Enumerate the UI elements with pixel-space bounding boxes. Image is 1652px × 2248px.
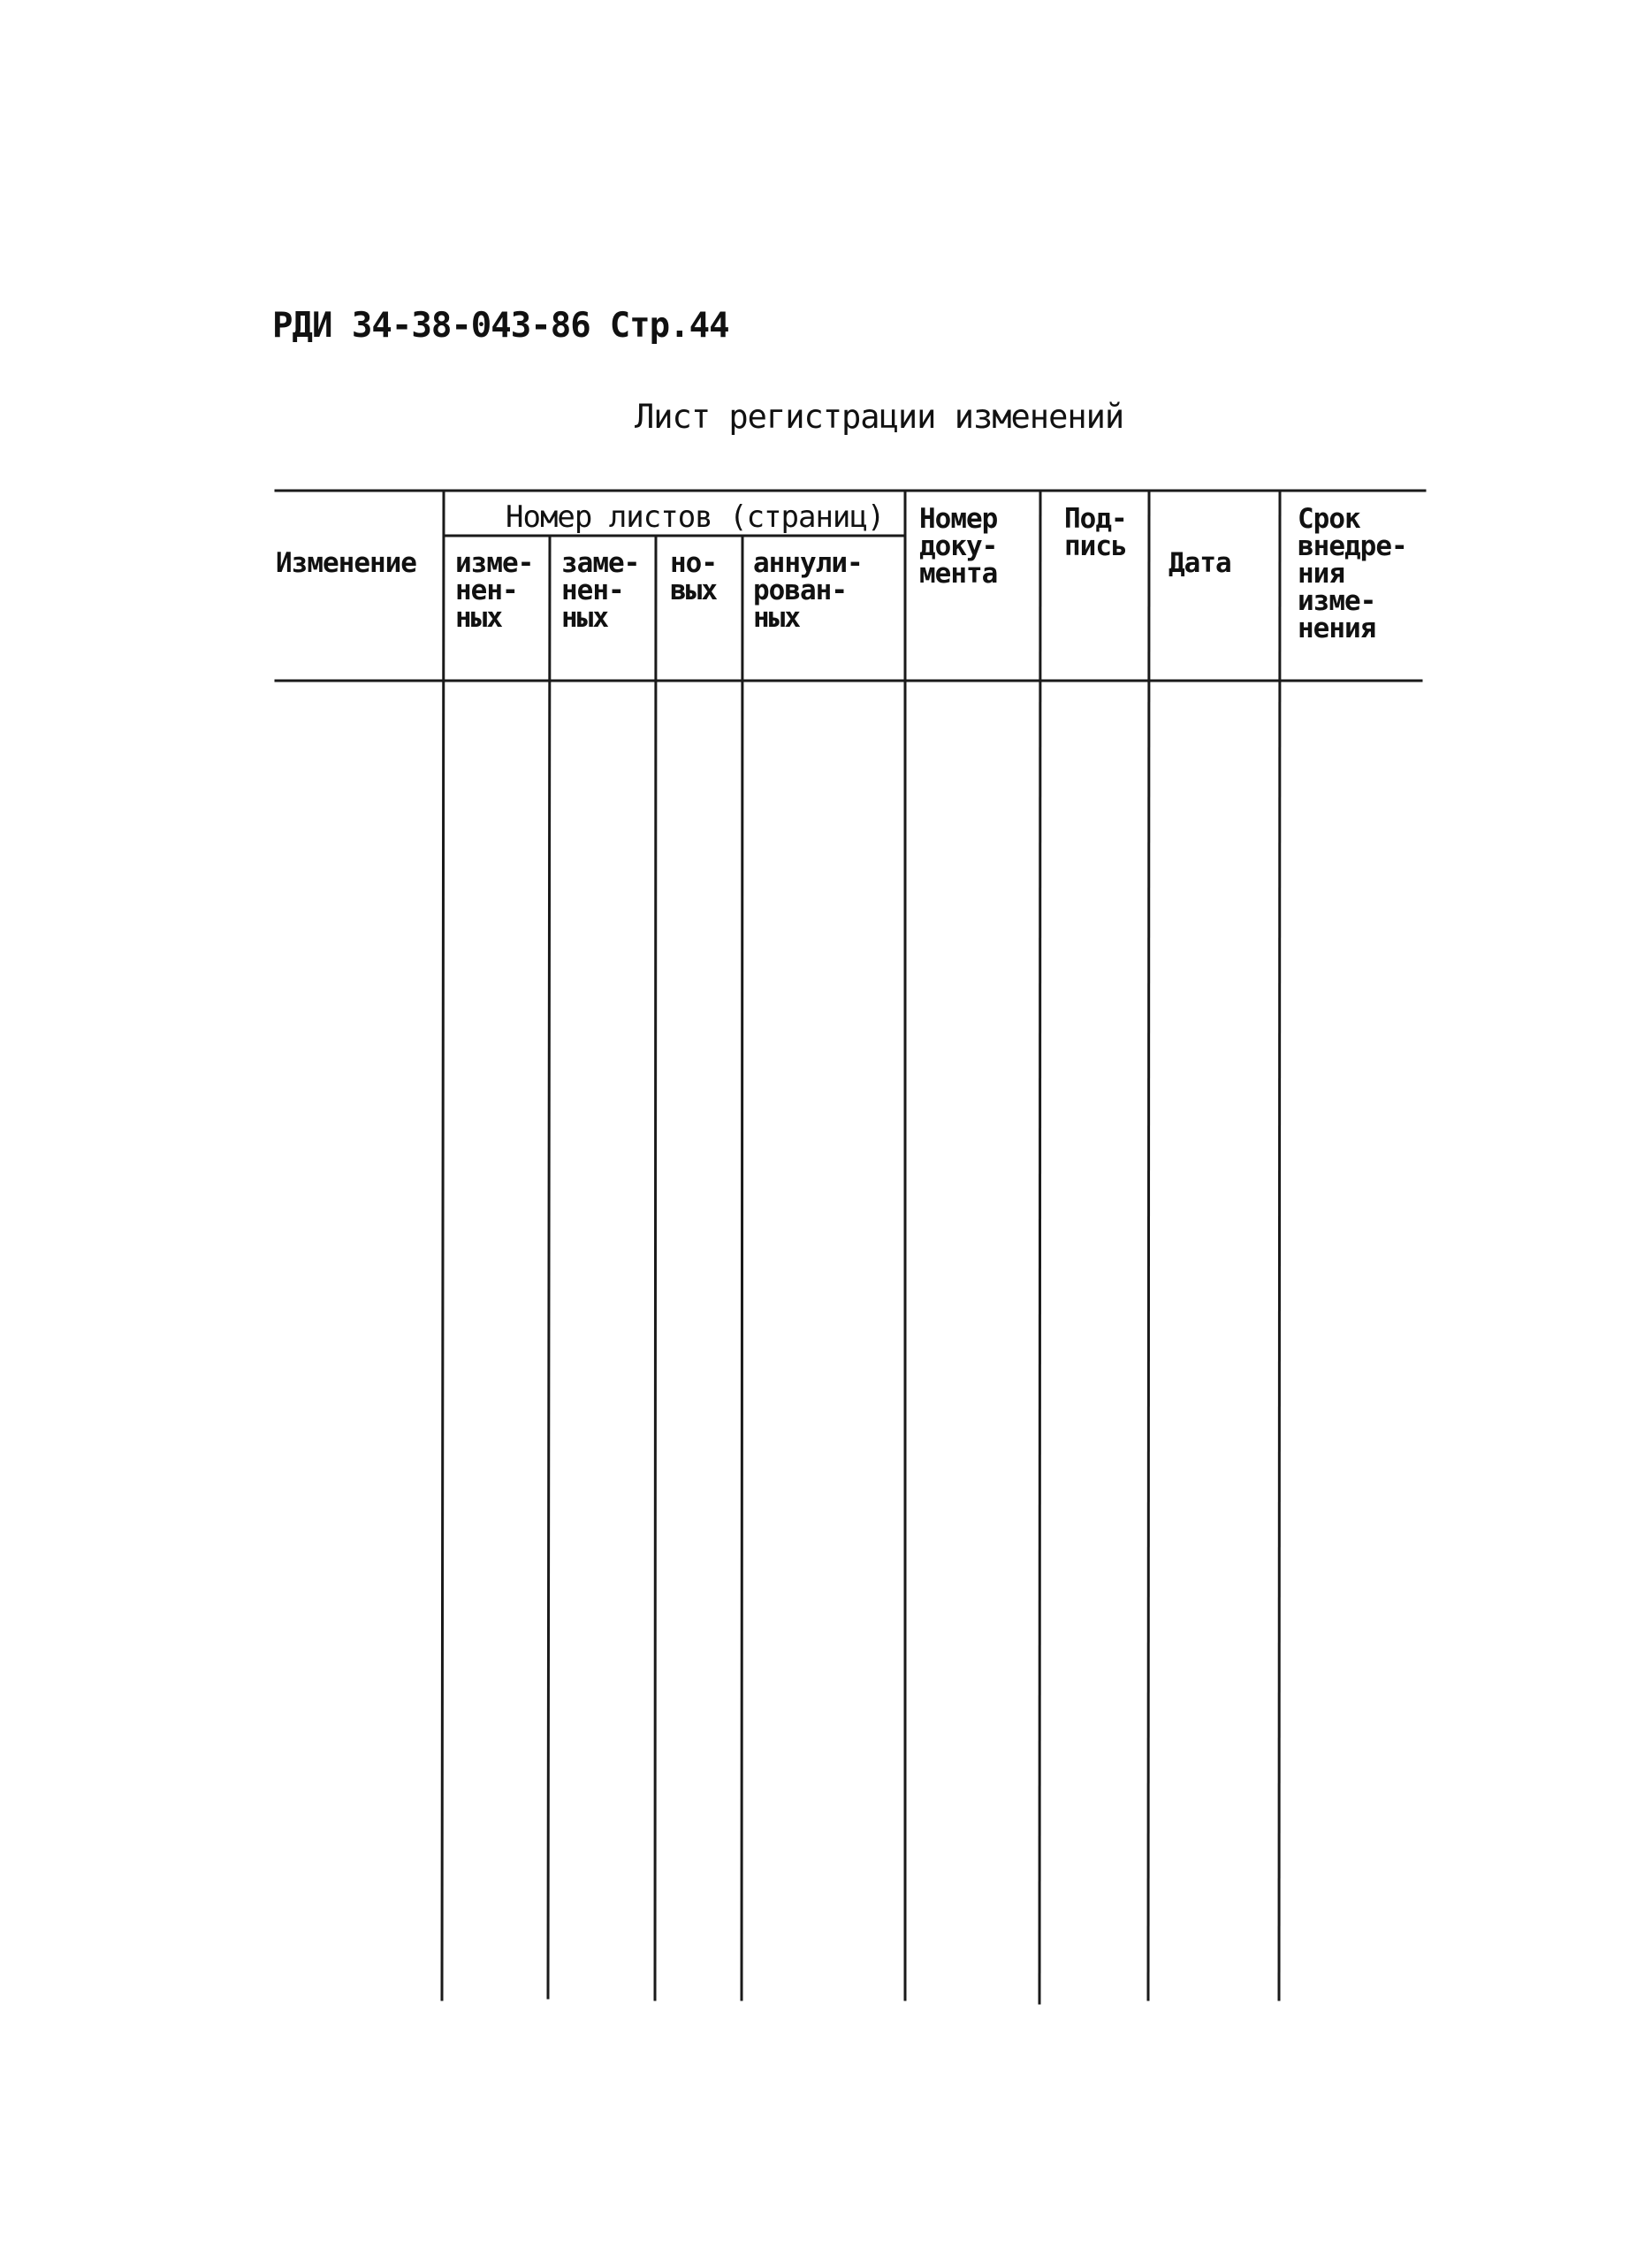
col-header-new: но- вых	[670, 547, 717, 606]
col-rule-3	[655, 536, 656, 2000]
col-rule-1	[442, 492, 444, 2000]
col-rule-6	[1039, 492, 1040, 2003]
col-header-doc-number: Номер доку- мента	[919, 503, 998, 590]
col-header-date: Дата	[1169, 547, 1231, 579]
col-header-annulled: аннули- рован- ных	[753, 547, 863, 634]
document-code: РДИ 34-38-043-86	[272, 306, 590, 346]
col-header-signature: Под- пись	[1064, 503, 1127, 562]
col-group-sheet-numbers: Номер листов (страниц)	[506, 499, 885, 535]
page-title: Лист регистрации изменений	[635, 398, 1124, 436]
col-rule-2	[548, 536, 550, 1998]
col-header-deadline: Срок внедре- ния изме- нения	[1298, 503, 1407, 644]
col-header-replaced: заме- нен- ных	[561, 547, 640, 634]
col-header-changed: изме- нен- ных	[455, 547, 534, 634]
col-header-change: Изменение	[276, 547, 416, 579]
col-rule-8	[1279, 492, 1280, 2000]
page-number: Стр.44	[609, 306, 729, 346]
col-rule-7	[1148, 492, 1149, 2000]
